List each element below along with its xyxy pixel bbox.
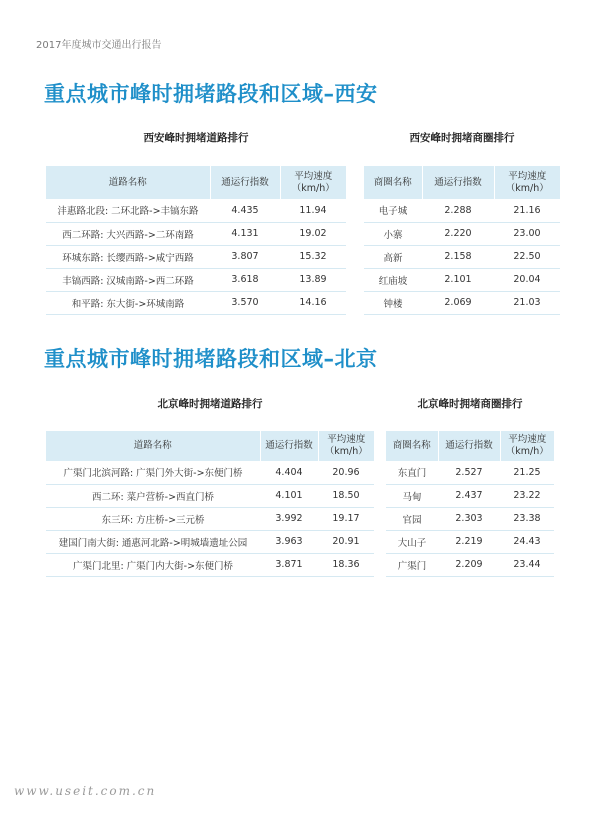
table-cell: 西二环: 菜户营桥->西直门桥 [46, 484, 260, 507]
table-row [364, 291, 560, 314]
table-cell: 2.069 [422, 291, 494, 314]
table-cell: 电子城 [364, 199, 422, 222]
table-header-row [46, 166, 346, 199]
table-cell: 23.22 [500, 484, 554, 507]
table-row [46, 484, 374, 507]
table-cell: 丰镐西路: 汉城南路->西二环路 [46, 268, 210, 291]
table-caption-xian-areas: 西安峰时拥堵商圈排行 [409, 132, 515, 144]
table-cell: 23.00 [494, 222, 560, 245]
table-cell: 2.209 [438, 553, 500, 576]
watermark: www.useit.com.cn [14, 784, 157, 798]
table-caption-beijing-areas: 北京峰时拥堵商圈排行 [417, 398, 523, 410]
table-cell: 18.36 [318, 553, 374, 576]
table-row [46, 199, 346, 222]
table-caption-xian-roads: 西安峰时拥堵道路排行 [143, 132, 249, 144]
table-cell: 高新 [364, 245, 422, 268]
table-cell: 21.03 [494, 291, 560, 314]
table-cell: 钟楼 [364, 291, 422, 314]
table-cell: 东三环: 方庄桥->三元桥 [46, 507, 260, 530]
table-xian-roads [46, 166, 346, 315]
table-cell: 官园 [386, 507, 438, 530]
table-cell: 红庙坡 [364, 268, 422, 291]
table-cell: 2.101 [422, 268, 494, 291]
table-cell: 东直门 [386, 461, 438, 484]
table-cell: 沣惠路北段: 二环北路->丰镐东路 [46, 199, 210, 222]
column-header: 平均速度（km/h） [324, 434, 368, 457]
column-header: 平均速度（km/h） [505, 434, 549, 457]
column-header: 平均速度（km/h） [291, 170, 335, 194]
table-row [46, 222, 346, 245]
table-caption-beijing-roads: 北京峰时拥堵道路排行 [157, 398, 263, 410]
table-cell: 14.16 [280, 291, 346, 314]
table-cell: 3.570 [210, 291, 280, 314]
table-cell: 3.963 [260, 530, 318, 553]
table-header-row [364, 166, 560, 199]
column-header: 通运行指数 [438, 431, 500, 461]
table-cell: 大山子 [386, 530, 438, 553]
table-cell: 24.43 [500, 530, 554, 553]
table-cell: 15.32 [280, 245, 346, 268]
table-cell: 3.871 [260, 553, 318, 576]
table-cell: 18.50 [318, 484, 374, 507]
table-cell: 2.437 [438, 484, 500, 507]
table-row [46, 530, 374, 553]
column-header: 商圈名称 [364, 166, 422, 199]
table-row [46, 553, 374, 576]
column-header: 商圈名称 [386, 431, 438, 461]
section-title-xian: 重点城市峰时拥堵路段和区域–西安 [44, 82, 378, 106]
table-row [386, 484, 554, 507]
table-cell: 和平路: 东大街->环城南路 [46, 291, 210, 314]
table-cell: 马甸 [386, 484, 438, 507]
table-beijing-roads [46, 431, 374, 577]
table-cell: 2.220 [422, 222, 494, 245]
table-cell: 21.25 [500, 461, 554, 484]
table-cell: 23.38 [500, 507, 554, 530]
table-row [364, 222, 560, 245]
table-cell: 广渠门 [386, 553, 438, 576]
table-xian-areas [364, 166, 560, 315]
table-row [386, 553, 554, 576]
table-beijing-areas [386, 431, 554, 577]
column-header: 通运行指数 [422, 166, 494, 199]
table-row [364, 268, 560, 291]
table-row [46, 461, 374, 484]
running-head: 2017年度城市交通出行报告 [36, 40, 162, 51]
column-header: 平均速度（km/h） [505, 170, 549, 194]
table-row [386, 507, 554, 530]
column-header: 通运行指数 [210, 166, 280, 199]
table-cell: 3.807 [210, 245, 280, 268]
table-cell: 20.04 [494, 268, 560, 291]
table-cell: 20.91 [318, 530, 374, 553]
table-row [386, 530, 554, 553]
table-cell: 小寨 [364, 222, 422, 245]
table-cell: 西二环路: 大兴西路->二环南路 [46, 222, 210, 245]
table-cell: 20.96 [318, 461, 374, 484]
table-cell: 广渠门北里: 广渠门内大街->东便门桥 [46, 553, 260, 576]
table-header-row [386, 431, 554, 461]
table-cell: 11.94 [280, 199, 346, 222]
table-cell: 23.44 [500, 553, 554, 576]
table-cell: 2.219 [438, 530, 500, 553]
table-cell: 4.435 [210, 199, 280, 222]
table-cell: 4.404 [260, 461, 318, 484]
table-row [364, 245, 560, 268]
table-cell: 3.618 [210, 268, 280, 291]
table-cell: 21.16 [494, 199, 560, 222]
table-cell: 4.131 [210, 222, 280, 245]
table-cell: 19.17 [318, 507, 374, 530]
column-header: 通运行指数 [260, 431, 318, 461]
table-row [46, 268, 346, 291]
column-header: 道路名称 [46, 431, 260, 461]
table-cell: 环城东路: 长缨西路->咸宁西路 [46, 245, 210, 268]
table-cell: 13.89 [280, 268, 346, 291]
table-cell: 4.101 [260, 484, 318, 507]
table-row [386, 461, 554, 484]
table-row [364, 199, 560, 222]
table-cell: 3.992 [260, 507, 318, 530]
table-cell: 19.02 [280, 222, 346, 245]
section-title-beijing: 重点城市峰时拥堵路段和区域–北京 [44, 347, 378, 371]
table-cell: 2.288 [422, 199, 494, 222]
table-row [46, 291, 346, 314]
table-cell: 广渠门北滨河路: 广渠门外大街->东便门桥 [46, 461, 260, 484]
table-cell: 2.158 [422, 245, 494, 268]
table-row [46, 507, 374, 530]
table-row [46, 245, 346, 268]
table-cell: 2.527 [438, 461, 500, 484]
table-cell: 22.50 [494, 245, 560, 268]
column-header: 道路名称 [46, 166, 210, 199]
table-header-row [46, 431, 374, 461]
table-cell: 建国门南大街: 通惠河北路->明城墙遗址公园 [46, 530, 260, 553]
table-cell: 2.303 [438, 507, 500, 530]
